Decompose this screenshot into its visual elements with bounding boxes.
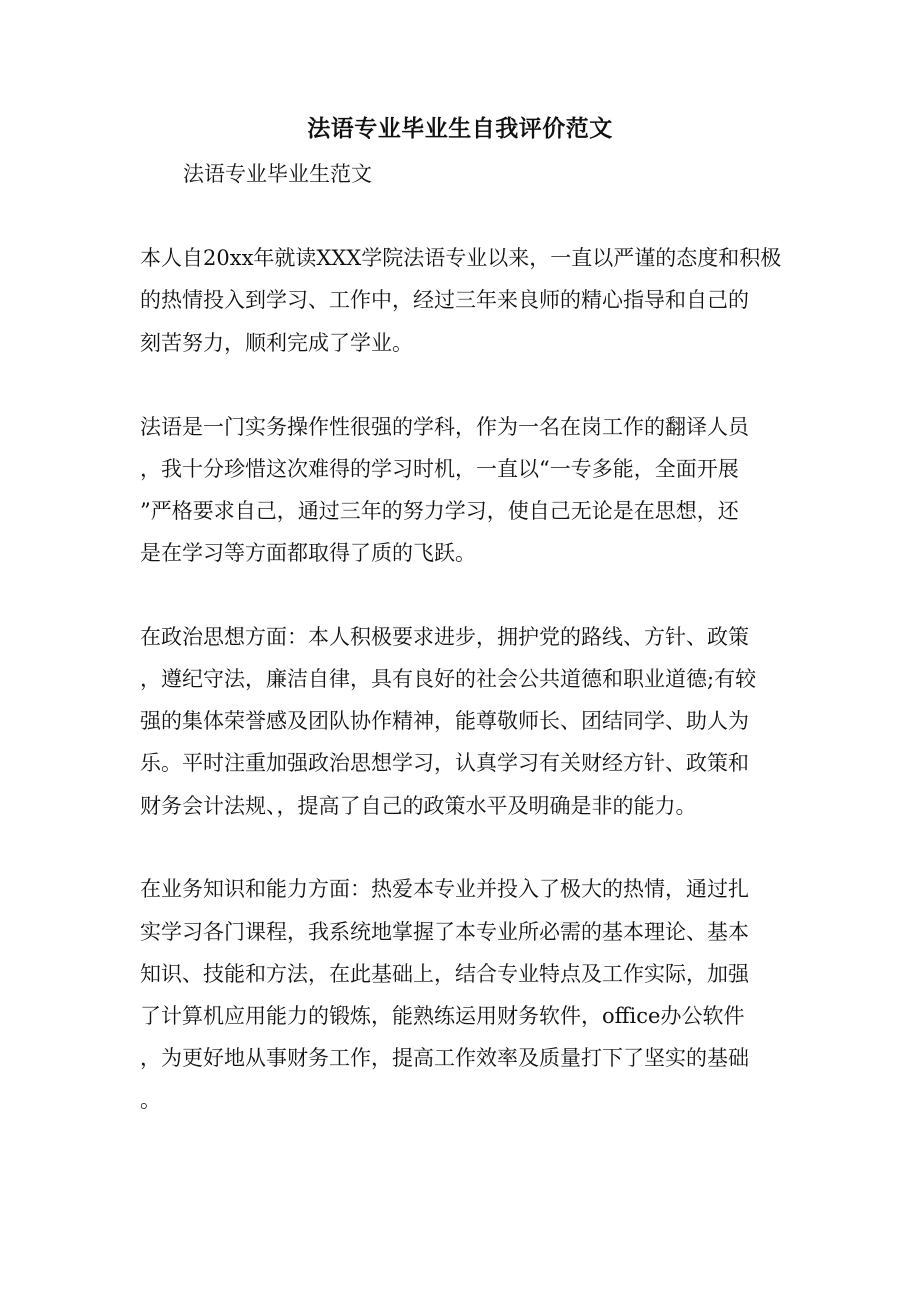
paragraph-4-line-5: ，为更好地从事财务工作，提高工作效率及质量打下了坚实的基础 [140,1046,749,1070]
paragraph-2-line-2: ，我十分珍惜这次难得的学习时机，一直以“一专多能，全面开展 [140,457,739,481]
paragraph-3-line-5: 财务会计法规、，提高了自己的政策水平及明确是非的能力。 [140,794,697,818]
paragraph-4-line-1: 在业务知识和能力方面：热爱本专业并投入了极大的热情，通过扎 [140,877,749,901]
paragraph-2-line-3: ”严格要求自己，通过三年的努力学习，使自己无论是在思想，还 [140,499,739,523]
paragraph-3-line-4: 乐。平时注重加强政治思想学习，认真学习有关财经方针、政策和 [140,751,749,775]
document-subtitle: 法语专业毕业生范文 [183,162,372,186]
paragraph-1-line-2: 的热情投入到学习、工作中，经过三年来良师的精心指导和自己的 [140,288,749,312]
paragraph-4-line-2: 实学习各门课程，我系统地掌握了本专业所必需的基本理论、基本 [140,920,749,944]
paragraph-1-line-3: 刻苦努力，顺利完成了学业。 [140,331,413,355]
document-title: 法语专业毕业生自我评价范文 [307,115,613,142]
paragraph-4-line-4: 了计算机应用能力的锻炼，能熟练运用财务软件，office办公软件 [140,1004,745,1028]
paragraph-3-line-3: 强的集体荣誉感及团队协作精神，能尊敬师长、团结同学、助人为 [140,709,749,733]
paragraph-2-line-1: 法语是一门实务操作性很强的学科，作为一名在岗工作的翻译人员 [140,415,749,439]
paragraph-3-line-1: 在政治思想方面：本人积极要求进步，拥护党的路线、方针、政策 [140,625,749,649]
paragraph-4-line-6: 。 [140,1088,161,1112]
paragraph-3-line-2: ，遵纪守法，廉洁自律，具有良好的社会公共道德和职业道德;有较 [140,667,757,691]
paragraph-4-line-3: 知识、技能和方法，在此基础上，结合专业特点及工作实际，加强 [140,962,749,986]
paragraph-1-line-1: 本人自20xx年就读XXX学院法语专业以来，一直以严谨的态度和积极 [140,246,782,270]
paragraph-2-line-4: 是在学习等方面都取得了质的飞跃。 [140,541,476,565]
